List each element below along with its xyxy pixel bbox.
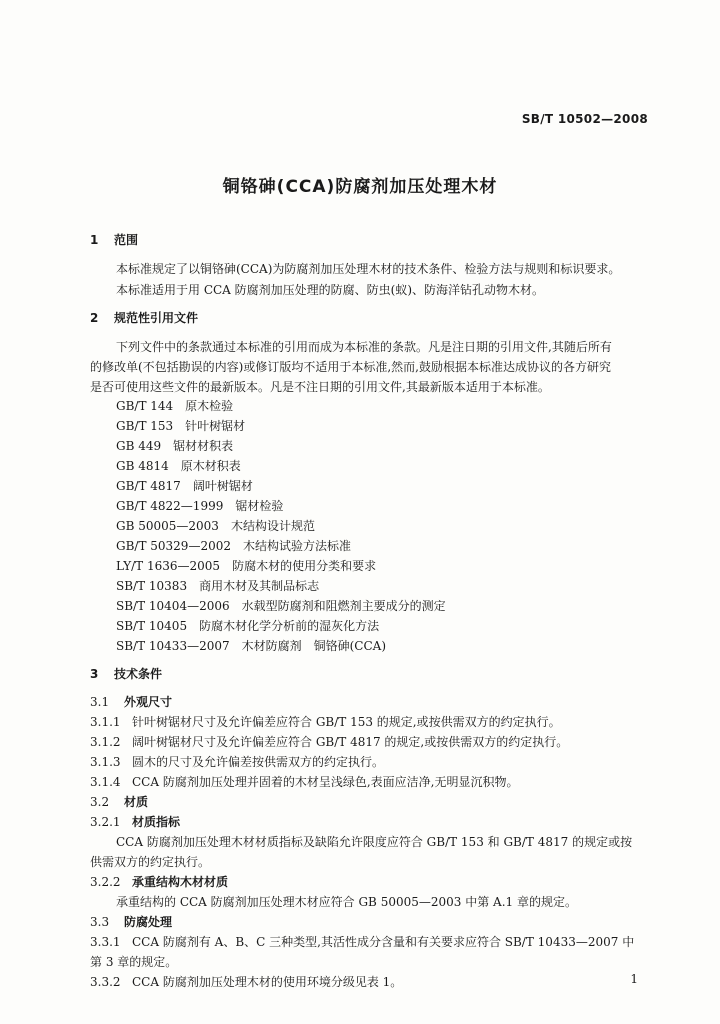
clause-3-2-1-text-line-2: 供需双方的约定执行。 (90, 855, 211, 869)
reference-item: GB 50005—2003 木结构设计规范 (116, 519, 315, 533)
section-3-3-heading: 3.3 防腐处理 (90, 915, 173, 929)
reference-item: GB/T 4822—1999 锯材检验 (116, 499, 284, 513)
reference-item: GB 4814 原木材积表 (116, 459, 241, 473)
section-3-heading: 3 技术条件 (90, 667, 163, 681)
reference-item: GB 449 锯材材积表 (116, 439, 234, 453)
reference-item: GB/T 50329—2002 木结构试验方法标准 (116, 539, 351, 553)
standard-code: SB/T 10502—2008 (521, 112, 648, 126)
reference-item: GB/T 144 原木检验 (116, 399, 234, 413)
reference-item: GB/T 4817 阔叶树锯材 (116, 479, 253, 493)
document-title: 铜铬砷(CCA)防腐剂加压处理木材 (222, 177, 498, 197)
clause-3-1-1: 3.1.1 针叶树锯材尺寸及允许偏差应符合 GB/T 153 的规定,或按供需双方的约定执行。 (90, 715, 561, 729)
clause-3-2-1-heading: 3.2.1 材质指标 (90, 815, 181, 829)
reference-item: SB/T 10405 防腐木材化学分析前的湿灰化方法 (116, 619, 380, 633)
reference-item: SB/T 10433—2007 木材防腐剂 铜铬砷(CCA) (116, 639, 387, 653)
reference-item: SB/T 10383 商用木材及其制品标志 (116, 579, 320, 593)
clause-3-1-4: 3.1.4 CCA 防腐剂加压处理并固着的木材呈浅绿色,表面应洁净,无明显沉积物。 (90, 775, 519, 789)
clause-3-1-2: 3.1.2 阔叶树锯材尺寸及允许偏差应符合 GB/T 4817 的规定,或按供需双方的约定执行。 (90, 735, 569, 749)
clause-3-2-2-text: 承重结构的 CCA 防腐剂加压处理木材应符合 GB 50005—2003 中第 A.1 章的规定。 (116, 895, 577, 909)
normative-ref-intro-line-3: 是否可使用这些文件的最新版本。凡是不注日期的引用文件,其最新版本适用于本标准。 (90, 380, 550, 394)
section-3-2-heading: 3.2 材质 (90, 795, 149, 809)
scope-paragraph-2: 本标准适用于用 CCA 防腐剂加压处理的防腐、防虫(蚁)、防海洋钻孔动物木材。 (116, 283, 545, 297)
reference-item: LY/T 1636—2005 防腐木材的使用分类和要求 (116, 559, 377, 573)
clause-3-3-1-line-2: 第 3 章的规定。 (90, 955, 178, 969)
section-3-1-heading: 3.1 外观尺寸 (90, 695, 173, 709)
normative-ref-intro-line-1: 下列文件中的条款通过本标准的引用而成为本标准的条款。凡是注日期的引用文件,其随后所有 (116, 340, 612, 354)
clause-3-2-1-text-line-1: CCA 防腐剂加压处理木材材质指标及缺陷允许限度应符合 GB/T 153 和 GB/T 4817 的规定或按 (116, 835, 633, 849)
section-2-heading: 2 规范性引用文件 (90, 311, 199, 325)
clause-3-2-2-heading: 3.2.2 承重结构木材材质 (90, 875, 229, 889)
clause-3-3-1: 3.3.1 CCA 防腐剂有 A、B、C 三种类型,其活性成分含量和有关要求应符合 SB/T 10433—2007 中 (90, 935, 635, 949)
scope-paragraph-1: 本标准规定了以铜铬砷(CCA)为防腐剂加压处理木材的技术条件、检验方法与规则和标识要求。 (116, 262, 621, 276)
reference-item: SB/T 10404—2006 水载型防腐剂和阻燃剂主要成分的测定 (116, 599, 446, 613)
clause-3-3-2: 3.3.2 CCA 防腐剂加压处理木材的使用环境分级见表 1。 (90, 975, 403, 989)
section-1-heading: 1 范围 (90, 233, 139, 247)
clause-3-1-3: 3.1.3 圆木的尺寸及允许偏差按供需双方的约定执行。 (90, 755, 385, 769)
reference-item: GB/T 153 针叶树锯材 (116, 419, 246, 433)
page-number: 1 (630, 972, 638, 986)
normative-ref-intro-line-2: 的修改单(不包括勘误的内容)或修订版均不适用于本标准,然而,鼓励根据本标准达成协议的各方研究 (90, 360, 611, 374)
